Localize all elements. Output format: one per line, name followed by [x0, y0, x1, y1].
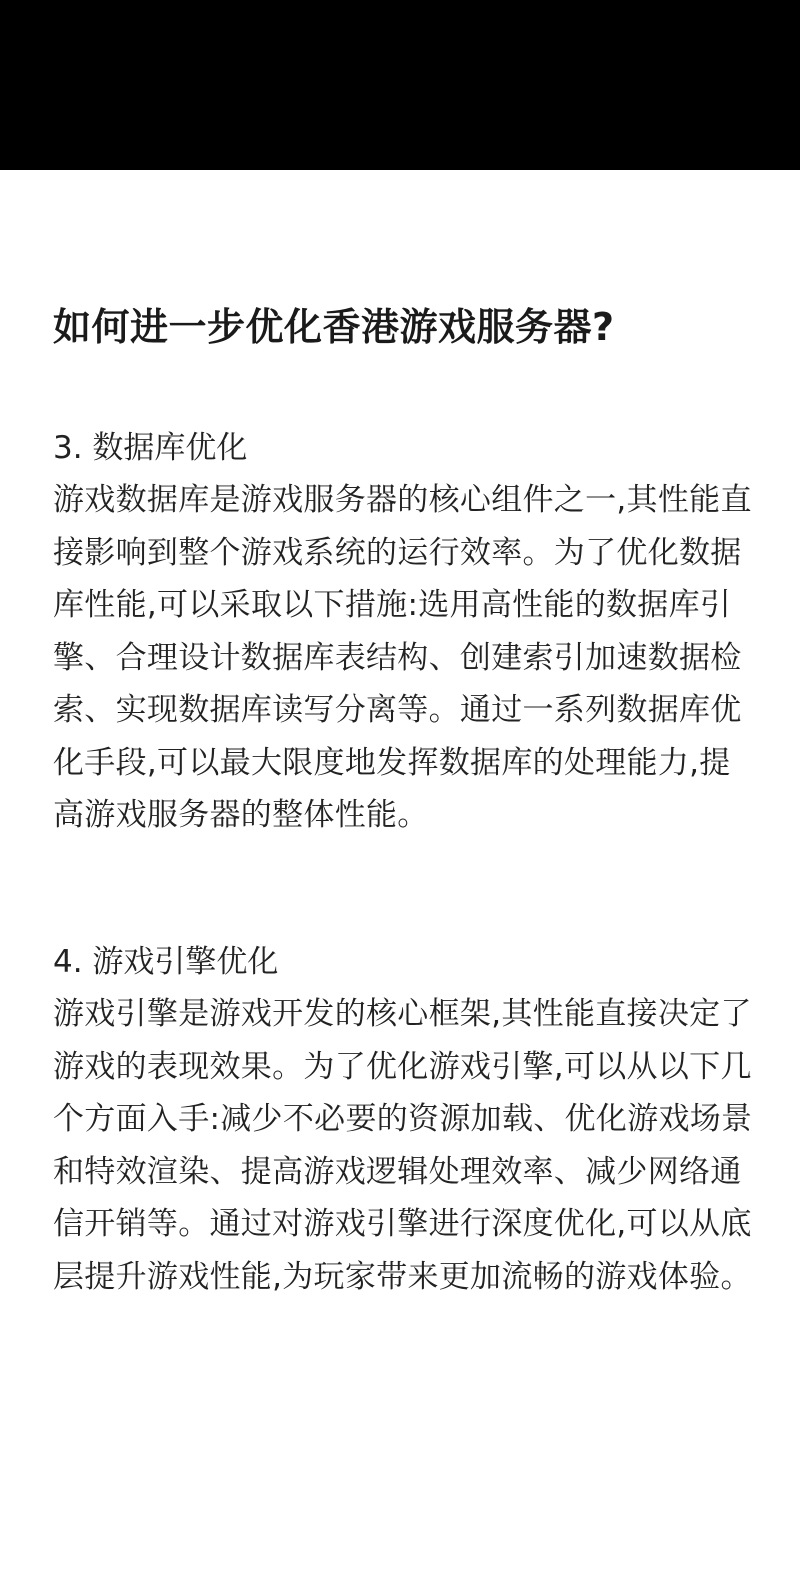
section-heading: 3. 数据库优化: [53, 430, 248, 466]
section-database-optimization: [53, 422, 753, 842]
section-heading: 4. 游戏引擎优化: [53, 944, 279, 980]
top-black-bar: [0, 0, 800, 170]
section-engine-optimization: [53, 936, 753, 1303]
article-content: [0, 170, 800, 1575]
section-body: 游戏数据库是游戏服务器的核心组件之一,其性能直接影响到整个游戏系统的运行效率。为了优化数据库性能,可以采取以下措施:选用高性能的数据库引擎、合理设计数据库表结构、创建索引加速数据检索、实现数据库读写分离等。通过一系列数据库优化手段,可以最大限度地发挥数据库的处理能力,提高游戏服务器的整体性能。: [53, 482, 752, 833]
section-body: 游戏引擎是游戏开发的核心框架,其性能直接决定了游戏的表现效果。为了优化游戏引擎,可以从以下几个方面入手:减少不必要的资源加载、优化游戏场景和特效渲染、提高游戏逻辑处理效率、减少网络通信开销等。通过对游戏引擎进行深度优化,可以从底层提升游戏性能,为玩家带来更加流畅的游戏体验。: [53, 996, 753, 1295]
article-title: 如何进一步优化香港游戏服务器?: [53, 305, 615, 349]
